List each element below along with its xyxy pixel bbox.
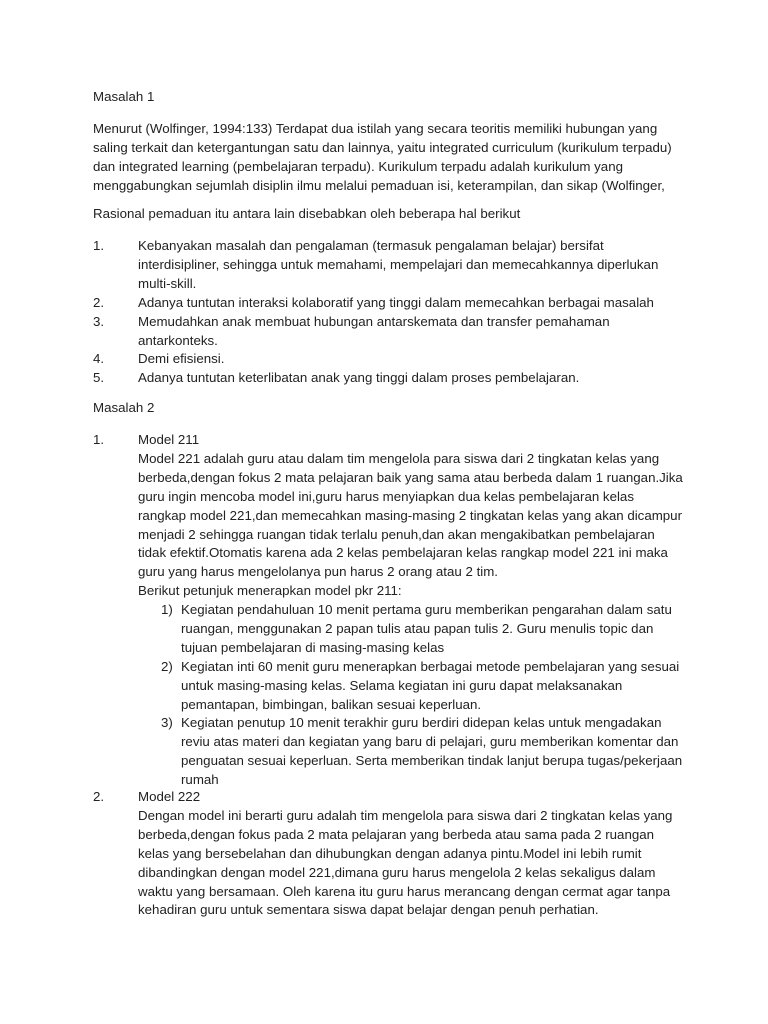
list-number: 2. xyxy=(93,294,105,310)
step-text: Kegiatan inti 60 menit guru menerapkan berbagai metode pembelajaran yang sesuai untuk masing-masing kelas. Selama kegiatan ini guru dapat melaksanakan pemantapan, bimbingan, balikan sesuai keperluan. xyxy=(181,658,680,712)
model-211-steps xyxy=(93,601,683,790)
list-item xyxy=(93,369,683,388)
model-222-body: Dengan model ini berarti guru adalah tim mengelola para siswa dari 2 tingkatan kelas yang berbeda,dengan fokus pada 2 mata pelajaran yang berbeda atau sama pada 2 ruangan kelas yang bersebelahan dan dihubungkan dengan adanya pintu.Model ini lebih rumit dibandingkan dengan model 221,dimana guru harus mengelola 2 kelas sekaligus dalam waktu yang bersamaan. Oleh karena itu guru harus merancang dengan cermat agar tanpa kehadiran guru untuk sementara siswa dapat belajar dengan penuh perhatian. xyxy=(138,807,673,918)
list-text: Adanya tuntutan interaksi kolaboratif yang tinggi dalam memecahkan berbagai masalah xyxy=(138,294,654,310)
section2-heading: Masalah 2 xyxy=(93,400,155,415)
model-211-body: Model 221 adalah guru atau dalam tim mengelola para siswa dari 2 tingkatan kelas yang berbeda,dengan fokus 2 mata pelajaran baik yang sama atau berbeda dalam 1 ruangan.Jika guru ingin mencoba model ini,guru harus menyiapkan dua kelas pembelajaran kelas rangkap model 221,dan memecahkan masing-masing 2 tingkatan kelas yang akan dicampur menjadi 2 sehingga ruangan tidak terlalu penuh,dan akan mengakibatkan pembelajaran tidak efektif.Otomatis karena ada 2 kelas pembelajaran kelas rangkap model 221 ini maka guru yang harus mengelolanya pun harus 2 orang atau 2 tim. xyxy=(138,450,683,580)
step-item xyxy=(93,601,683,658)
step-number: 3) xyxy=(161,715,173,731)
step-item xyxy=(93,714,683,790)
list-text: Demi efisiensi. xyxy=(138,351,225,367)
list-item xyxy=(93,313,683,351)
list-text: Adanya tuntutan keterlibatan anak yang tinggi dalam proses pembelajaran. xyxy=(138,370,580,386)
model-211-item xyxy=(93,431,683,601)
list-number: 1. xyxy=(93,432,105,447)
list-number: 3. xyxy=(93,313,105,329)
list-number: 1. xyxy=(93,238,105,253)
model-222-item xyxy=(93,788,683,920)
step-number: 1) xyxy=(161,602,173,617)
model-211-petunjuk: Berikut petunjuk menerapkan model pkr 211: xyxy=(138,583,402,599)
step-text: Kegiatan penutup 10 menit terakhir guru berdiri didepan kelas untuk mengadakan reviu atas materi dan kegiatan yang baru di pelajari, guru memberikan komentar dan penguatan sesuai keperluan. Serta memberikan tindak lanjut berupa tugas/pekerjaan rumah xyxy=(181,715,683,788)
list-item xyxy=(93,237,683,294)
section2-list-cont xyxy=(93,788,683,920)
section1-heading: Masalah 1 xyxy=(93,89,155,104)
list-number: 5. xyxy=(93,370,105,386)
model-211-title: Model 211 xyxy=(138,432,200,447)
list-item xyxy=(93,350,683,369)
section1-list xyxy=(93,237,683,388)
list-number: 2. xyxy=(93,789,105,804)
step-item xyxy=(93,658,683,715)
list-text: Kebanyakan masalah dan pengalaman (termasuk pengalaman belajar) bersifat interdisipliner, sehingga untuk memahami, mempelajari dan memecahkannya diperlukan multi-skill. xyxy=(138,238,659,291)
model-222-title: Model 222 xyxy=(138,789,201,804)
section1-rasional: Rasional pemaduan itu antara lain disebabkan oleh beberapa hal berikut xyxy=(93,206,521,221)
list-number: 4. xyxy=(93,351,105,367)
list-item xyxy=(93,294,683,313)
section1-intro: Menurut (Wolfinger, 1994:133) Terdapat dua istilah yang secara teoritis memiliki hubungan yang saling terkait dan ketergantungan satu dan lainnya, yaitu integrated curriculum (kurikulum terpadu) dan integrated learning (pembelajaran terpadu). Kurikulum terpadu adalah kurikulum yang menggabungkan sejumlah disiplin ilmu melalui pemaduan isi, keterampilan, dan sikap (Wolfinger, xyxy=(93,121,672,193)
step-text: Kegiatan pendahuluan 10 menit pertama guru memberikan pengarahan dalam satu ruangan, menggunakan 2 papan tulis atau papan tulis 2. Guru menulis topic dan tujuan pembelajaran di masing-masing kelas xyxy=(181,602,672,655)
list-text: Memudahkan anak membuat hubungan antarskemata dan transfer pemahaman antarkonteks. xyxy=(138,313,610,348)
step-number: 2) xyxy=(161,658,173,674)
section2-list xyxy=(93,431,683,601)
